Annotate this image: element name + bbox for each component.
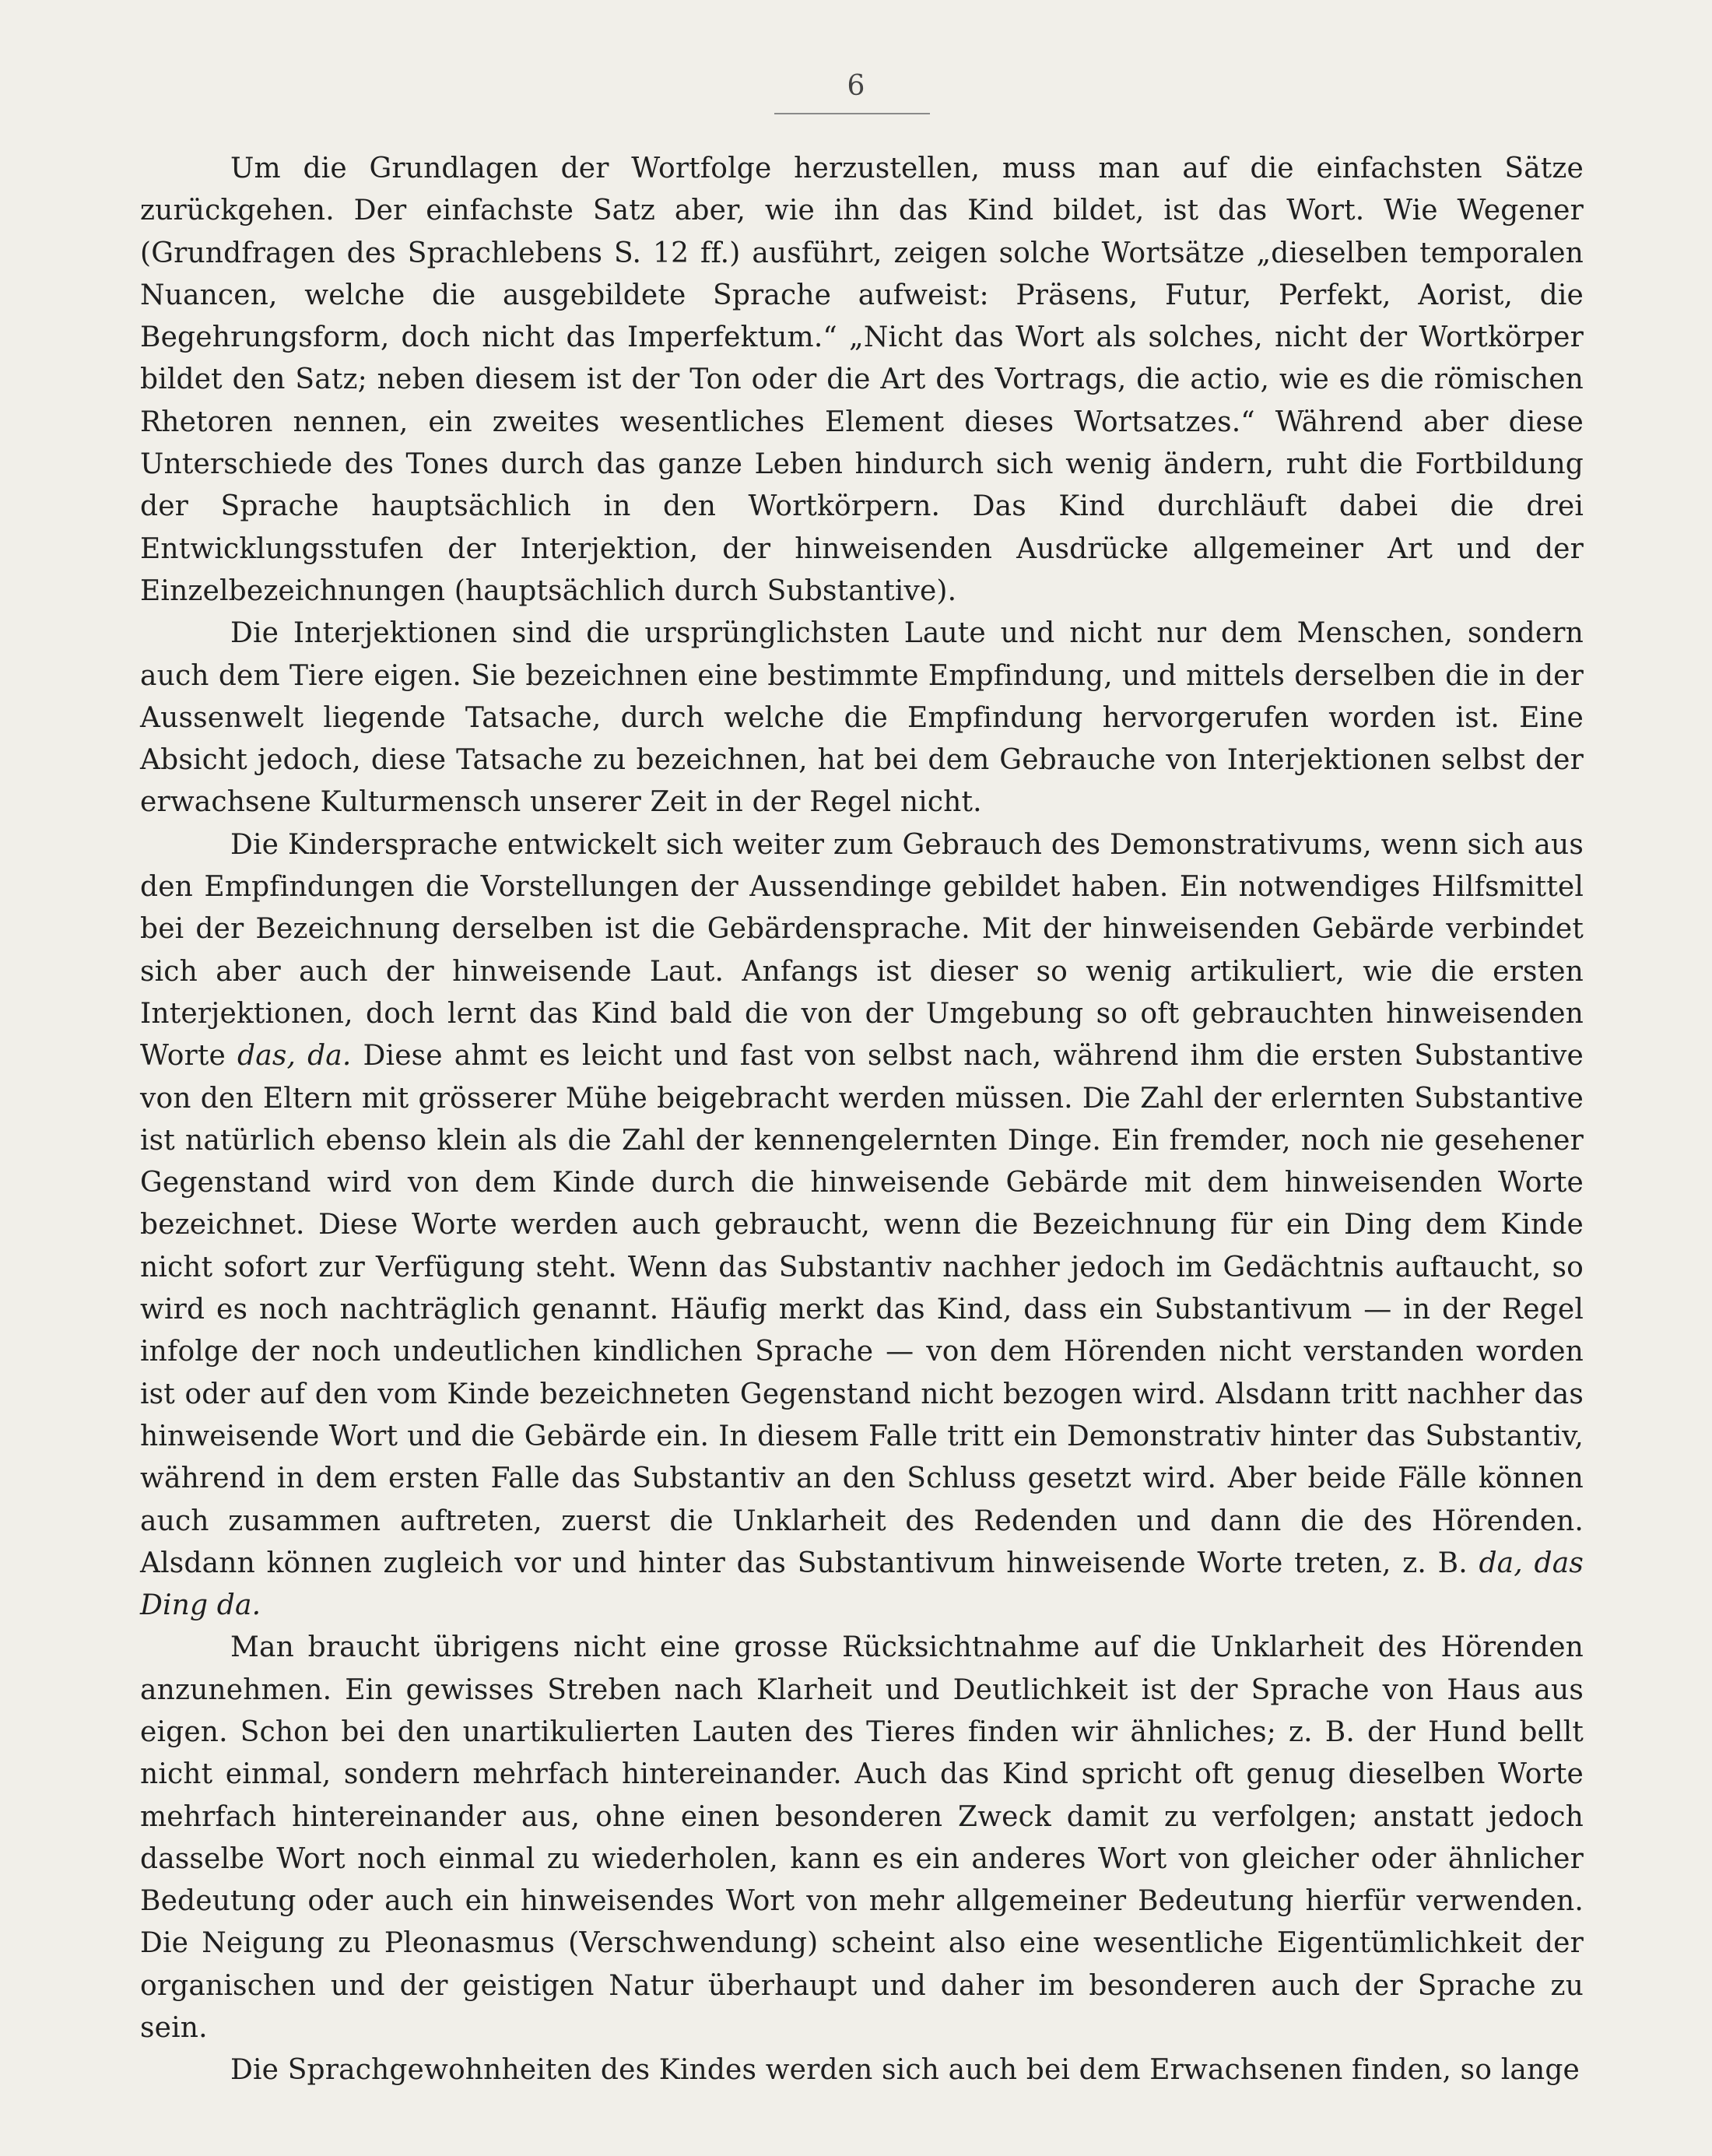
paragraph-5: Die Sprachgewohnheiten des Kindes werden sich auch bei dem Erwachsenen finden, so lange: [230, 2054, 1580, 2087]
header-rule: [774, 113, 930, 114]
italic-example-das-ding-da: da, das Ding da.: [140, 1547, 1584, 1622]
italic-example-das-da: das, da.: [237, 1040, 352, 1073]
paragraph-4: Man braucht übrigens nicht eine grosse Rücksichtnahme auf die Unklarheit des Hörenden anzunehmen. Ein gewisses Streben nach Klarheit und Deutlichkeit ist der Sprache von Haus aus eigen. Schon bei den unartikulierten Lauten des Tieres finden wir ähnliches; z. B. der Hund bellt nicht einmal, sondern mehrfach hintereinander. Auch das Kind spricht oft genug dieselben Worte mehrfach hintereinander aus, ohne einen besonderen Zweck damit zu verfolgen; anstatt jedoch dasselbe Wort noch einmal zu wiederholen, kann es ein anderes Wort von gleicher oder ähnlicher Bedeutung oder auch ein hinweisendes Wort von mehr allgemeiner Bedeutung hierfür verwenden. Die Neigung zu Pleonasmus (Verschwendung) scheint also eine wesentliche Eigentümlichkeit der organischen und der geistigen Natur überhaupt und daher im besonderen auch der Sprache zu sein.: [140, 1631, 1584, 2045]
page-number: 6: [847, 70, 865, 102]
paragraph-2: Die Interjektionen sind die ursprünglichsten Laute und nicht nur dem Menschen, sondern auch dem Tiere eigen. Sie bezeichnen eine bestimmte Empfindung, und mittels derselben die in der Aussenwelt liegende Tatsache, durch welche die Empfindung hervorgerufen worden ist. Eine Absicht jedoch, diese Tatsache zu bezeichnen, hat bei dem Gebrauche von Interjektionen selbst der erwachsene Kulturmensch unserer Zeit in der Regel nicht.: [140, 617, 1584, 819]
paragraph-3-part-2: Diese ahmt es leicht und fast von selbst nach, während ihm die ersten Substantive von den Eltern mit grösserer Mühe beigebracht werden müssen. Die Zahl der erlernten Substantive ist natürlich ebenso klein als die Zahl der kennengelernten Dinge. Ein fremder, noch nie gesehener Gegenstand wird von dem Kinde durch die hinweisende Gebärde mit dem hinweisenden Worte bezeichnet. Diese Worte werden auch gebraucht, wenn die Bezeichnung für ein Ding dem Kinde nicht sofort zur Verfügung steht. Wenn das Substantiv nachher jedoch im Gedächtnis auftaucht, so wird es noch nachträglich genannt. Häufig merkt das Kind, dass ein Substantivum — in der Regel infolge der noch undeutlichen kindlichen Sprache — von dem Hörenden nicht verstanden worden ist oder auf den vom Kinde bezeichneten Gegenstand nicht bezogen wird. Alsdann tritt nachher das hinweisende Wort und die Gebärde ein. In diesem Falle tritt ein Demonstrativ hinter das Substantiv, während in dem ersten Falle das Substantiv an den Schluss gesetzt wird. Aber beide Fälle können auch zusammen auftreten, zuerst die Unklarheit des Redenden und dann die des Hörenden. Alsdann können zugleich vor und hinter das Substantivum hinweisende Worte treten, z. B.: [140, 1040, 1584, 1579]
paragraph-3-part-1: Die Kindersprache entwickelt sich weiter zum Gebrauch des Demonstrativums, wenn sich aus den Empfindungen die Vorstellungen der Aussendinge gebildet haben. Ein notwendiges Hilfsmittel bei der Bezeichnung derselben ist die Gebärdensprache. Mit der hinweisenden Gebärde verbindet sich aber auch der hinweisende Laut. Anfangs ist dieser so wenig artikuliert, wie die ersten Interjektionen, doch lernt das Kind bald die von der Umgebung so oft gebrauchten hinweisenden Worte: [140, 828, 1584, 1073]
paragraph-3: [140, 824, 1584, 1628]
paragraph-1: Um die Grundlagen der Wortfolge herzustellen, muss man auf die einfachsten Sätze zurückgehen. Der einfachste Satz aber, wie ihn das Kind bildet, ist das Wort. Wie Wegener (Grundfragen des Sprachlebens S. 12 ff.) ausführt, zeigen solche Wortsätze „dieselben temporalen Nuancen, welche die ausgebildete Sprache aufweist: Präsens, Futur, Perfekt, Aorist, die Begehrungsform, doch nicht das Imperfektum.“ „Nicht das Wort als solches, nicht der Wortkörper bildet den Satz; neben diesem ist der Ton oder die Art des Vortrags, die actio, wie es die römischen Rhetoren nennen, ein zweites wesentliches Element dieses Wortsatzes.“ Während aber diese Unterschiede des Tones durch das ganze Leben hindurch sich wenig ändern, ruht die Fortbildung der Sprache hauptsächlich in den Wortkörpern. Das Kind durchläuft dabei die drei Entwicklungsstufen der Interjektion, der hinweisenden Ausdrücke allgemeiner Art und der Einzelbezeichnungen (hauptsächlich durch Substantive).: [140, 153, 1584, 607]
body-text: [140, 148, 1584, 2092]
